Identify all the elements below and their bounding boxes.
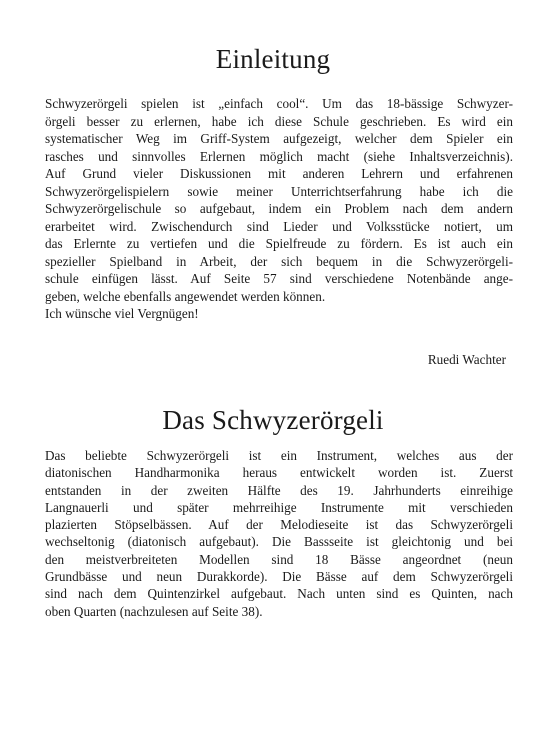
intro-line: geben, welche ebenfalls angewendet werden können.	[45, 288, 326, 304]
instrument-heading: Das Schwyzerörgeli	[162, 405, 384, 435]
instrument-line: Das beliebte Schwyzerörgeli ist ein Instrument, welches aus der	[45, 448, 513, 463]
instrument-line: diatonischen Handharmonika heraus entwickelt worden ist. Zuerst	[45, 465, 513, 481]
intro-line: Schwyzerörgeli spielen ist „einfach cool“. Um das 18-bässige Schwyzer-	[45, 96, 513, 111]
intro-line: örgeli besser zu erlernen, habe ich diese Schule geschrieben. Es wird ein	[45, 113, 513, 129]
intro-line: Auf Grund vieler Diskussionen mit anderen Lehrern und erfahrenen	[45, 166, 513, 181]
intro-line: rasches und sinnvolles Erlernen möglich macht (siehe Inhaltsverzeichnis).	[45, 148, 513, 164]
intro-heading: Einleitung	[215, 44, 331, 74]
intro-line: Schwyzerörgelispielern sowie meiner Unterrichtserfahrung habe ich die	[45, 183, 513, 199]
instrument-line: den meistverbreiteten Modellen sind 18 Bässe angeordnet (neun	[45, 551, 513, 567]
intro-line: das Erlernte zu vertiefen und die Spielfreude zu fördern. Es ist auch ein	[45, 236, 513, 251]
instrument-paragraph	[45, 447, 513, 620]
intro-line: schule einfügen lässt. Auf Seite 57 sind verschiedene Notenbände ange-	[45, 271, 513, 286]
instrument-line: wechseltonig (diatonisch aufgebaut). Die Bassseite ist gleichtonig und bei	[45, 534, 513, 550]
intro-line: systematischer Weg im Griff-System aufgezeigt, welcher dem Spieler ein	[45, 131, 513, 146]
instrument-line: Grundbässe und neun Durakkorde). Die Bässe auf dem Schwyzerörgeli	[45, 569, 513, 585]
instrument-line: Langnauerli und später mehrreihige Instrumente mit verschieden	[45, 499, 513, 515]
author-signature: Ruedi Wachter	[427, 352, 506, 367]
intro-line: Schwyzerörgelischule so aufgebaut, indem ein Problem nach dem andern	[45, 201, 513, 216]
instrument-line: oben Quarten (nachzulesen auf Seite 38).	[45, 603, 263, 619]
intro-line: erarbeitet wird. Zwischendurch sind Lieder und Volksstücke notiert, um	[45, 218, 513, 234]
instrument-line: entstanden in der zweiten Hälfte des 19. Jahrhunderts einreihige	[45, 482, 513, 498]
intro-paragraph	[45, 95, 513, 323]
intro-closing-line: Ich wünsche viel Vergnügen!	[45, 306, 199, 321]
intro-line: spezieller Spielband in Arbeit, der sich bequem in die Schwyzerörgeli-	[45, 253, 513, 269]
instrument-line: plazierten Stöpselbässen. Auf der Melodieseite ist das Schwyzerörgeli	[45, 517, 513, 533]
instrument-line: sind nach dem Quintenzirkel aufgebaut. Nach unten sind es Quinten, nach	[45, 586, 513, 602]
